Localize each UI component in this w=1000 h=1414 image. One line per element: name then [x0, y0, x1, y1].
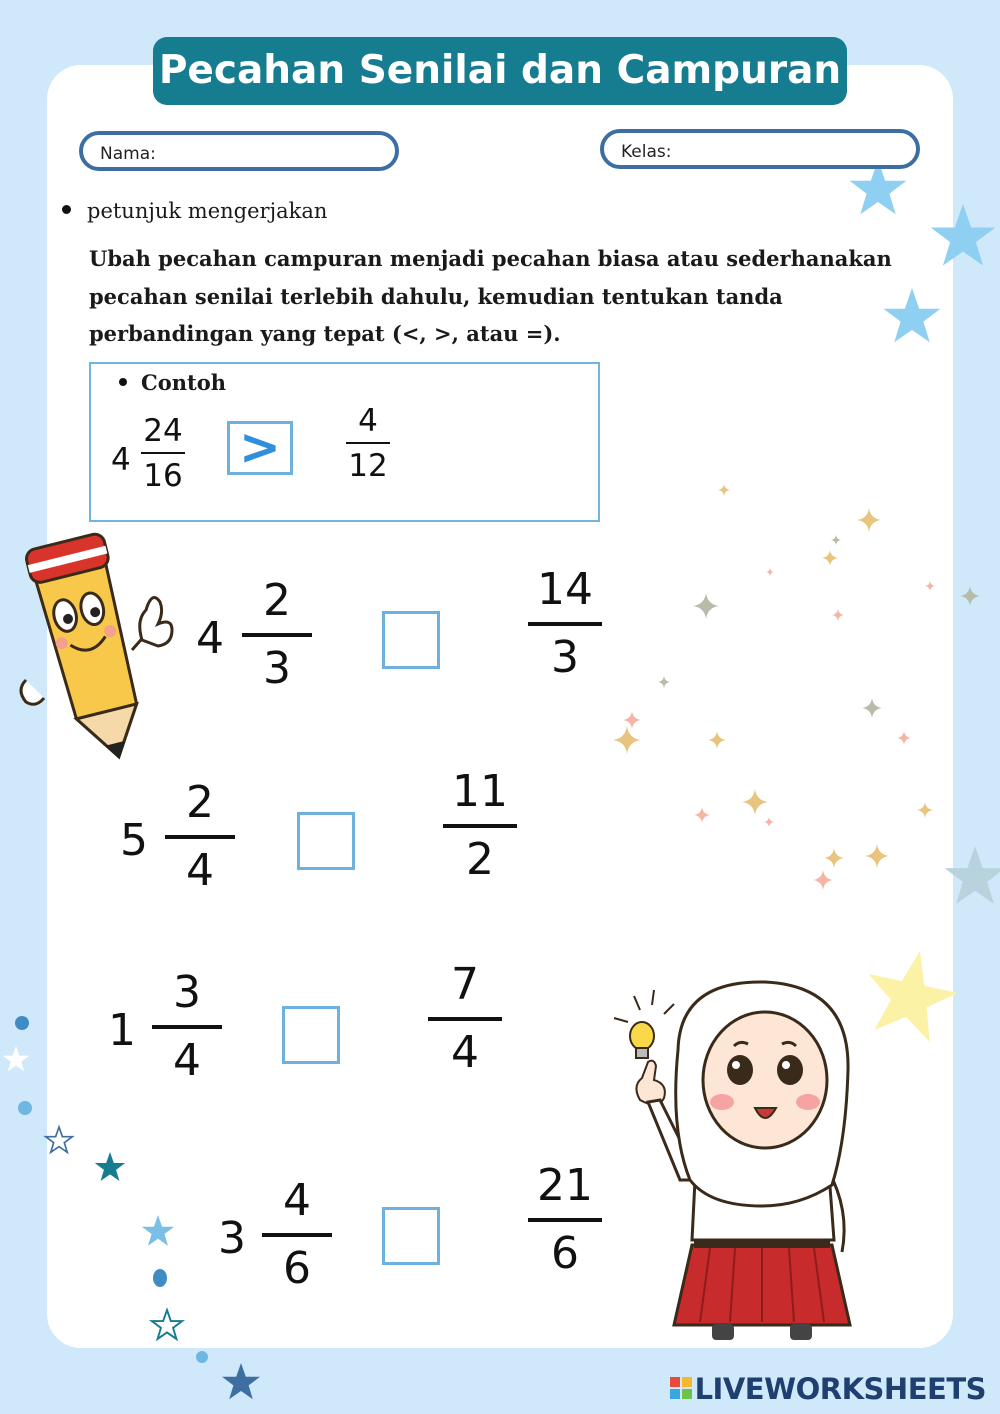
- improper-fraction: [528, 564, 602, 684]
- denominator: 16: [143, 458, 183, 494]
- name-label: Nama:: [100, 144, 156, 164]
- whole-number: 3: [218, 1213, 246, 1264]
- denominator: 4: [451, 1027, 479, 1078]
- numerator: 2: [186, 777, 214, 828]
- whole-number: 4: [196, 613, 224, 664]
- denominator: 2: [466, 834, 494, 885]
- bullet-icon: [62, 205, 71, 214]
- denominator: 6: [551, 1228, 579, 1279]
- denominator: 6: [283, 1243, 311, 1294]
- numerator: 24: [143, 413, 183, 449]
- fraction-line: [528, 1218, 602, 1222]
- mixed-fraction: [152, 967, 222, 1087]
- answer-box[interactable]: [382, 611, 440, 669]
- denominator: 3: [551, 632, 579, 683]
- instruction-line: pecahan senilai terlebih dahulu, kemudian tentukan tanda: [89, 283, 783, 309]
- denominator: 4: [186, 845, 214, 896]
- whole-number: 1: [108, 1005, 136, 1056]
- numerator: 14: [537, 564, 593, 615]
- example-whole: 4: [111, 442, 131, 478]
- example-sign: >: [239, 418, 281, 476]
- denominator: 3: [263, 643, 291, 694]
- fraction-line: [346, 442, 390, 444]
- fraction-line: [528, 622, 602, 626]
- numerator: 21: [537, 1160, 593, 1211]
- denominator: 12: [348, 448, 388, 484]
- fraction-line: [443, 824, 517, 828]
- whole-number: 5: [120, 815, 148, 866]
- numerator: 4: [358, 403, 378, 439]
- numerator: 7: [451, 959, 479, 1010]
- numerator: 3: [173, 967, 201, 1018]
- answer-box[interactable]: [297, 812, 355, 870]
- example-left-fraction: [138, 412, 188, 495]
- instructions-heading: petunjuk mengerjakan: [62, 199, 327, 223]
- fraction-line: [152, 1025, 222, 1029]
- girl-mascot-illustration: [600, 980, 870, 1350]
- class-label: Kelas:: [621, 142, 672, 162]
- mixed-fraction: [242, 575, 312, 695]
- improper-fraction: [443, 766, 517, 886]
- fraction-line: [165, 835, 235, 839]
- example-heading: Contoh: [119, 370, 226, 395]
- numerator: 4: [283, 1175, 311, 1226]
- fraction-line: [242, 633, 312, 637]
- improper-fraction: [528, 1160, 602, 1280]
- mixed-fraction: [262, 1175, 332, 1295]
- improper-fraction: [428, 959, 502, 1079]
- denominator: 4: [173, 1035, 201, 1086]
- page-title: Pecahan Senilai dan Campuran: [153, 37, 847, 105]
- bullet-icon: [119, 378, 127, 386]
- instruction-line: Ubah pecahan campuran menjadi pecahan biasa atau sederhanakan: [89, 246, 892, 271]
- fraction-line: [428, 1017, 502, 1021]
- mixed-fraction: [165, 777, 235, 897]
- fraction-line: [262, 1233, 332, 1237]
- instructions-text: [89, 240, 949, 353]
- instruction-line: perbandingan yang tepat (<, >, atau =).: [89, 321, 561, 346]
- pencil-mascot-illustration: [14, 530, 184, 780]
- numerator: 2: [263, 575, 291, 626]
- numerator: 11: [452, 766, 508, 817]
- class-field[interactable]: [600, 129, 920, 169]
- example-answer-box: [227, 418, 293, 476]
- example-box: [89, 362, 600, 522]
- example-right-fraction: [343, 402, 393, 485]
- answer-box[interactable]: [282, 1006, 340, 1064]
- liveworksheets-logo: LIVEWORKSHEETS: [670, 1372, 986, 1406]
- name-field[interactable]: [79, 131, 399, 171]
- answer-box[interactable]: [382, 1207, 440, 1265]
- fraction-line: [141, 452, 185, 454]
- liveworksheets-icon: [670, 1377, 692, 1399]
